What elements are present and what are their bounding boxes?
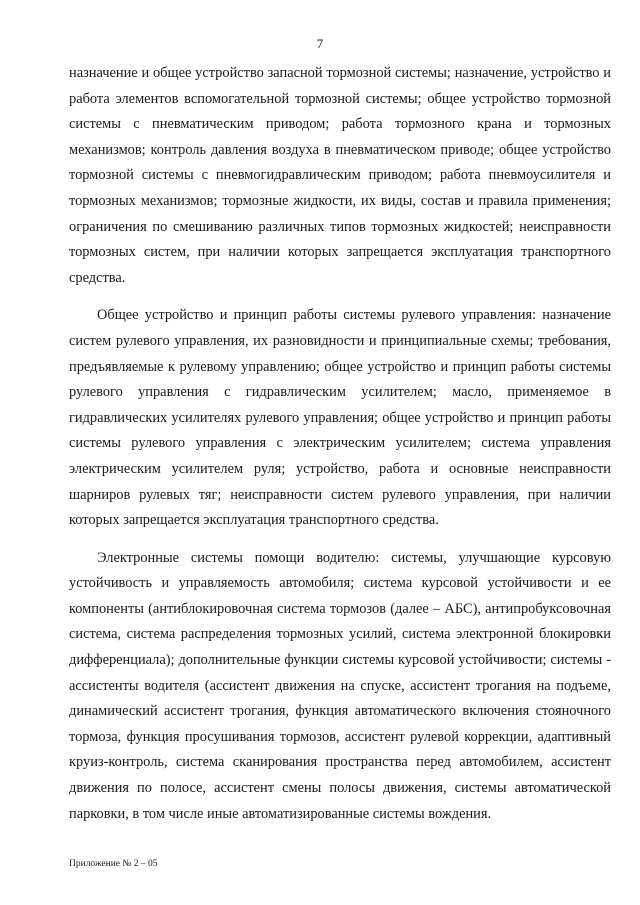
paragraph-braking-systems: назначение и общее устройство запасной тормозной системы; назначение, устройство и работа элементов вспомогательной тормозной системы; общее устройство тормозной системы с пневматическим приводом; работа тормозного крана и тормозных механизмов; контроль давления воздуха в пневматическом приводе; общее устройство тормозной системы с пневмогидравлическим приводом; работа пневмоусилителя и тормозных механизмов; тормозные жидкости, их виды, состав и правила применения; ограничения по смешиванию различных типов тормозных жидкостей; неисправности тормозных систем, при наличии которых запрещается эксплуатация транспортного средства. [69, 65, 611, 286]
document-body [69, 61, 611, 827]
paragraph-steering-system: Общее устройство и принцип работы системы рулевого управления: назначение систем рулевого управления, их разновидности и принципиальные схемы; требования, предъявляемые к рулевому управлению; общее устройство и принцип работы системы рулевого управления с гидравлическим усилителем; масло, применяемое в гидравлических усилителях рулевого управления; общее устройство и принцип работы системы рулевого управления с электрическим усилителем; система управления электрическим усилителем руля; устройство, работа и основные неисправности шарниров рулевых тяг; неисправности систем рулевого управления, при наличии которых запрещается эксплуатация транспортного средства. [69, 307, 611, 529]
paragraph-driver-assistance: Электронные системы помощи водителю: системы, улучшающие курсовую устойчивость и управляемость автомобиля; система курсовой устойчивости и ее компоненты (антиблокировочная система тормозов (далее – АБС), антипробуксовочная система, система распределения тормозных усилий, система электронной блокировки дифференциала); дополнительные функции системы курсовой устойчивости; системы - ассистенты водителя (ассистент движения на спуске, ассистент трогания на подъеме, динамический ассистент трогания, функция автоматического включения стояночного тормоза, функция просушивания тормозов, ассистент рулевой коррекции, адаптивный круиз-контроль, система сканирования пространства перед автомобилем, ассистент движения по полосе, ассистент смены полосы движения, системы автоматической парковки, в том числе иные автоматизированные системы вождения. [69, 549, 611, 822]
footer-appendix-label: Приложение № 2 – 05 [69, 859, 158, 869]
page-number: 7 [316, 36, 324, 51]
